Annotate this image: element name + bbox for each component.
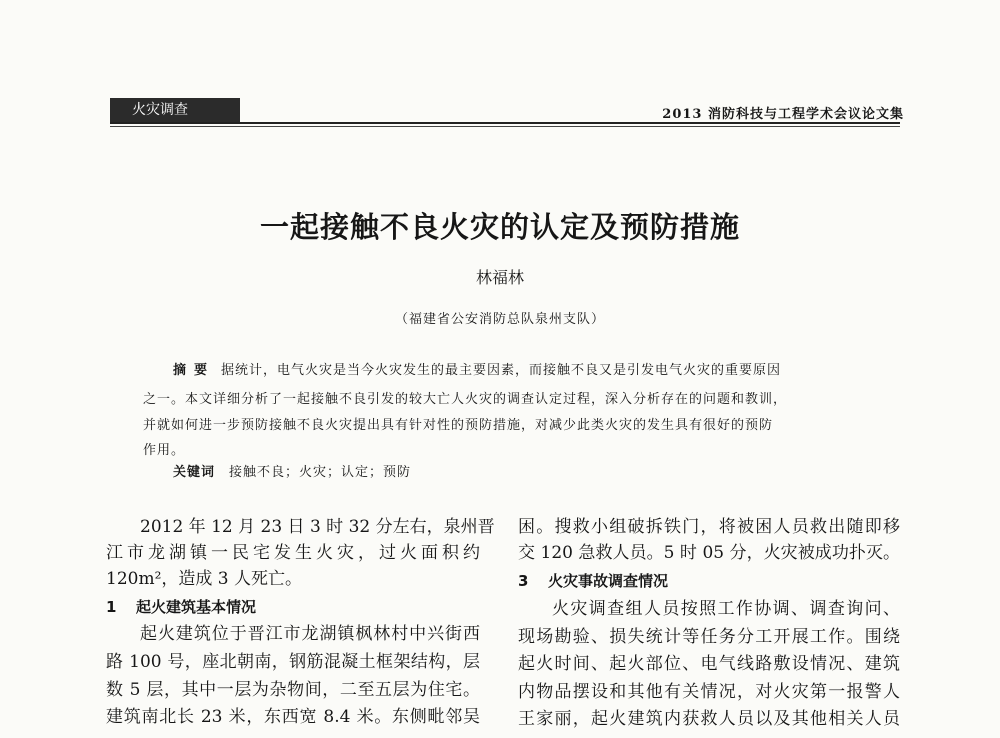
section-number: 3 bbox=[518, 572, 529, 590]
paper-title: 一起接触不良火灾的认定及预防措施 bbox=[259, 210, 740, 244]
affiliation: （福建省公安消防总队泉州支队） bbox=[394, 312, 605, 327]
body-line: 交 120 急救人员。5 时 05 分，火灾被成功扑灭。 bbox=[518, 543, 900, 563]
body-line: 内物品摆设和其他有关情况，对火灾第一报警人 bbox=[518, 682, 900, 702]
body-line: 120m²，造成 3 人死亡。 bbox=[106, 569, 303, 589]
section-title: 火灾事故调查情况 bbox=[548, 572, 669, 590]
abstract-text: 据统计，电气火灾是当今火灾发生的最主要因素，而接触不良又是引发电气火灾的重要原因 bbox=[221, 363, 782, 378]
abstract-line bbox=[143, 359, 863, 378]
body-line: 火灾调查组人员按照工作协调、调查询问、 bbox=[552, 599, 900, 619]
abstract-line: 作用。 bbox=[143, 443, 186, 458]
body-line: 王家丽，起火建筑内获救人员以及其他相关人员 bbox=[518, 709, 900, 729]
body-line: 建筑南北长 23 米，东西宽 8.4 米。东侧毗邻吴 bbox=[106, 707, 480, 727]
abstract-label: 摘要 bbox=[173, 363, 216, 378]
abstract-line: 并就如何进一步预防接触不良火灾提出具有针对性的预防措施，对减少此类火灾的发生具有很好的预防 bbox=[143, 418, 774, 433]
section-tag: 火灾调查 bbox=[110, 98, 240, 122]
keywords-label: 关键词 bbox=[173, 465, 216, 480]
body-line: 起火时间、起火部位、电气线路敷设情况、建筑 bbox=[518, 654, 900, 674]
section-title: 起火建筑基本情况 bbox=[136, 598, 257, 616]
keywords-text: 接触不良；火灾；认定；预防 bbox=[229, 465, 412, 480]
body-line: 起火建筑位于晋江市龙湖镇枫林村中兴街西 bbox=[140, 624, 480, 644]
author: 林福林 bbox=[475, 268, 524, 287]
section-heading-3 bbox=[518, 571, 900, 591]
body-line: 困。搜救小组破拆铁门，将被困人员救出随即移 bbox=[518, 517, 900, 537]
section-heading-1 bbox=[106, 597, 480, 617]
body-line: 现场勘验、损失统计等任务分工开展工作。围绕 bbox=[518, 627, 900, 647]
body-line: 江市龙湖镇一民宅发生火灾，过火面积约 bbox=[106, 543, 480, 563]
abstract-line: 之一。本文详细分析了一起接触不良引发的较大亡人火灾的调查认定过程，深入分析存在的问题和教训， bbox=[143, 392, 788, 407]
header-rule bbox=[110, 122, 900, 124]
header-rule-thin bbox=[110, 126, 900, 127]
body-line: 数 5 层，其中一层为杂物间，二至五层为住宅。 bbox=[106, 680, 480, 700]
journal-title: 2013 消防科技与工程学术会议论文集 bbox=[662, 107, 904, 122]
keywords-line bbox=[143, 461, 863, 480]
body-line: 2012 年 12 月 23 日 3 时 32 分左右，泉州晋 bbox=[140, 517, 495, 537]
body-line: 路 100 号，座北朝南，钢筋混凝土框架结构，层 bbox=[106, 652, 480, 672]
section-number: 1 bbox=[106, 598, 117, 616]
